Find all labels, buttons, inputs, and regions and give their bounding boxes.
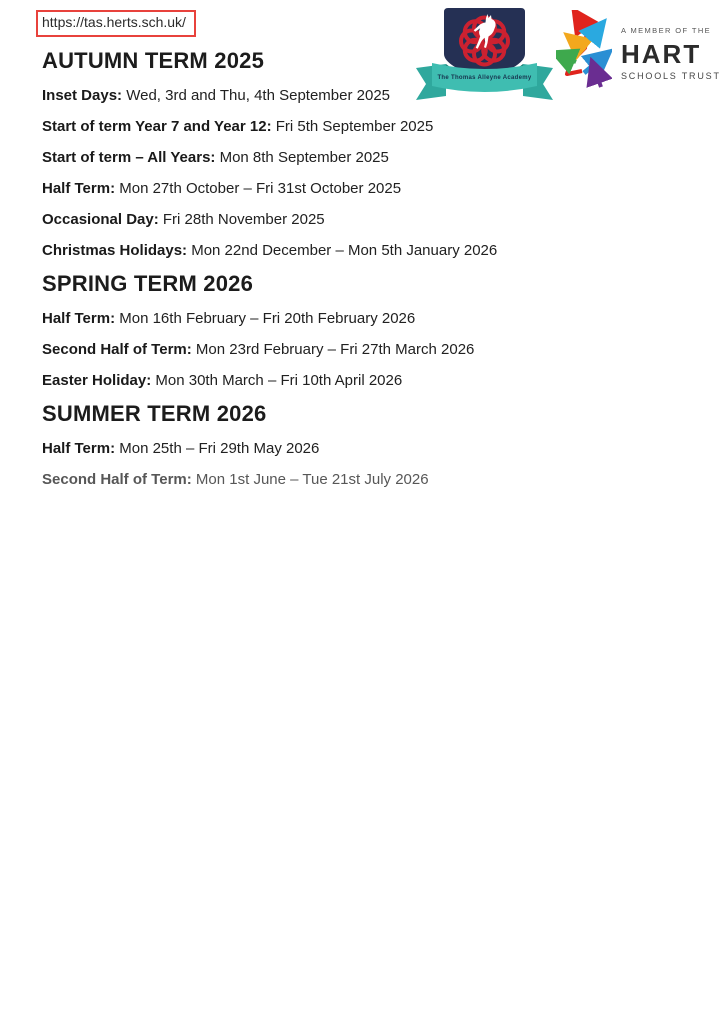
url-annotation-box [36, 10, 196, 37]
term-date-row [42, 439, 512, 458]
crest-shield-icon [412, 4, 557, 106]
row-value: Fri 28th November 2025 [158, 211, 325, 228]
page-url-link[interactable]: https://tas.herts.sch.uk/ [42, 14, 186, 30]
crest-ribbon-text: The Thomas Alleyne Academy [437, 75, 532, 81]
row-label: Inset Days: [42, 87, 123, 104]
row-label: Occasional Day: [42, 211, 159, 228]
row-value: Fri 5th September 2025 [271, 118, 434, 135]
hart-name: HART [621, 39, 702, 69]
row-label: Half Term: [42, 180, 116, 197]
hart-text-block [621, 10, 721, 81]
row-value: Mon 25th – Fri 29th May 2026 [115, 440, 320, 457]
term-date-row [42, 179, 512, 198]
term-date-row [42, 148, 512, 167]
row-label: Half Term: [42, 440, 116, 457]
row-label: Second Half of Term: [42, 471, 192, 488]
term-date-row [42, 470, 512, 489]
row-value: Mon 8th September 2025 [215, 149, 389, 166]
school-crest-logo [412, 4, 557, 106]
hart-antler-arrows-icon [556, 10, 612, 90]
term-date-row [42, 241, 512, 260]
heading-autumn-term: AUTUMN TERM 2025 [42, 48, 265, 73]
hart-subtitle: SCHOOLS TRUST [621, 71, 721, 81]
row-value: Wed, 3rd and Thu, 4th September 2025 [122, 87, 391, 104]
row-label: Christmas Holidays: [42, 242, 188, 259]
term-date-row [42, 371, 512, 390]
heading-spring-term: SPRING TERM 2026 [42, 271, 254, 296]
row-value: Mon 27th October – Fri 31st October 2025 [115, 180, 402, 197]
row-value: Mon 16th February – Fri 20th February 2026 [115, 310, 416, 327]
row-value: Mon 23rd February – Fri 27th March 2026 [191, 341, 475, 358]
term-date-row [42, 340, 512, 359]
row-label: Easter Holiday: [42, 372, 152, 389]
row-value: Mon 1st June – Tue 21st July 2026 [191, 471, 429, 488]
row-value: Mon 22nd December – Mon 5th January 2026 [187, 242, 498, 259]
term-date-row [42, 117, 512, 136]
term-date-row [42, 210, 512, 229]
row-label: Start of term Year 7 and Year 12: [42, 118, 272, 135]
row-value: Mon 30th March – Fri 10th April 2026 [151, 372, 403, 389]
hart-member-line: A MEMBER OF THE [621, 26, 712, 35]
heading-summer-term: SUMMER TERM 2026 [42, 401, 267, 426]
row-label: Half Term: [42, 310, 116, 327]
hart-trust-logo [556, 10, 721, 90]
row-label: Start of term – All Years: [42, 149, 216, 166]
term-date-row [42, 309, 512, 328]
row-label: Second Half of Term: [42, 341, 192, 358]
